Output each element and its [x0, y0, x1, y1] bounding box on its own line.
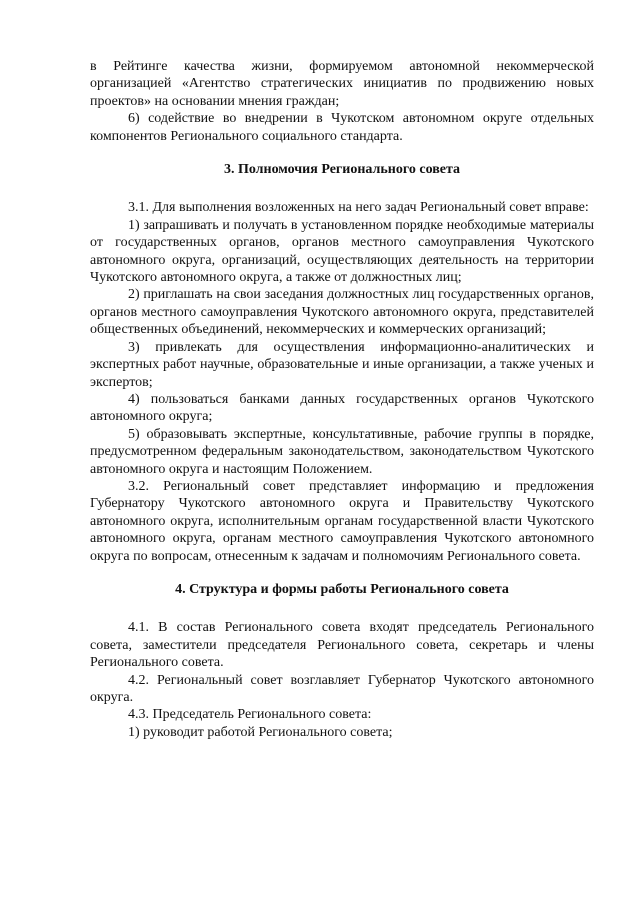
paragraph: 4.3. Председатель Регионального совета:	[128, 707, 372, 723]
list-item: 2) приглашать на свои заседания должностных лиц государственных органов, органов местного самоуправления Чукотского автономного округа, представителей общественных объединений, некоммерческих и коммерческих организаций;	[90, 287, 594, 338]
paragraph: 3.2. Региональный совет представляет информацию и предложения Губернатору Чукотского автономного округа и Правительству Чукотского автономного округа, исполнительным органам государственной власти Чукотского автономного округа, органам местного самоуправления Чукотского автономного округа по вопросам, отнесенным к задачам и полномочиям Регионального совета.	[90, 478, 594, 564]
list-item: 4) пользоваться банками данных государственных органов Чукотского автономного округа;	[90, 391, 594, 425]
section-4-heading: 4. Структура и формы работы Регионального совета	[175, 581, 509, 597]
list-item: 1) руководит работой Регионального совета;	[128, 724, 393, 740]
list-item: 3) привлекать для осуществления информационно-аналитических и экспертных работ научные, образовательные и иные организации, а также ученых и экспертов;	[90, 339, 594, 390]
paragraph: 4.2. Региональный совет возглавляет Губернатор Чукотского автономного округа.	[90, 672, 594, 705]
paragraph: в Рейтинге качества жизни, формируемом автономной некоммерческой организацией «Агентство стратегических инициатив по продвижению новых проектов» на основании мнения граждан;	[90, 59, 594, 109]
list-item: 5) образовывать экспертные, консультативные, рабочие группы в порядке, предусмотренном федеральным законодательством, законодательством Чукотского автономного округа и настоящим Положением.	[90, 426, 594, 477]
paragraph: 4.1. В состав Регионального совета входят председатель Регионального совета, заместители председателя Регионального совета, секретарь и члены Регионального совета.	[90, 620, 594, 671]
section-3-heading: 3. Полномочия Регионального совета	[223, 162, 461, 178]
paragraph: 3.1. Для выполнения возложенных на него задач Региональный совет вправе:	[128, 200, 589, 216]
paragraph: 6) содействие во внедрении в Чукотском автономном округе отдельных компонентов Регионального социального стандарта.	[90, 111, 594, 144]
list-item: 1) запрашивать и получать в установленном порядке необходимые материалы от государственных органов, органов местного самоуправления Чукотского автономного округа, организаций, осуществляющих деятельность на территории Чукотского автономного округа, а также от должностных лиц;	[90, 217, 594, 286]
